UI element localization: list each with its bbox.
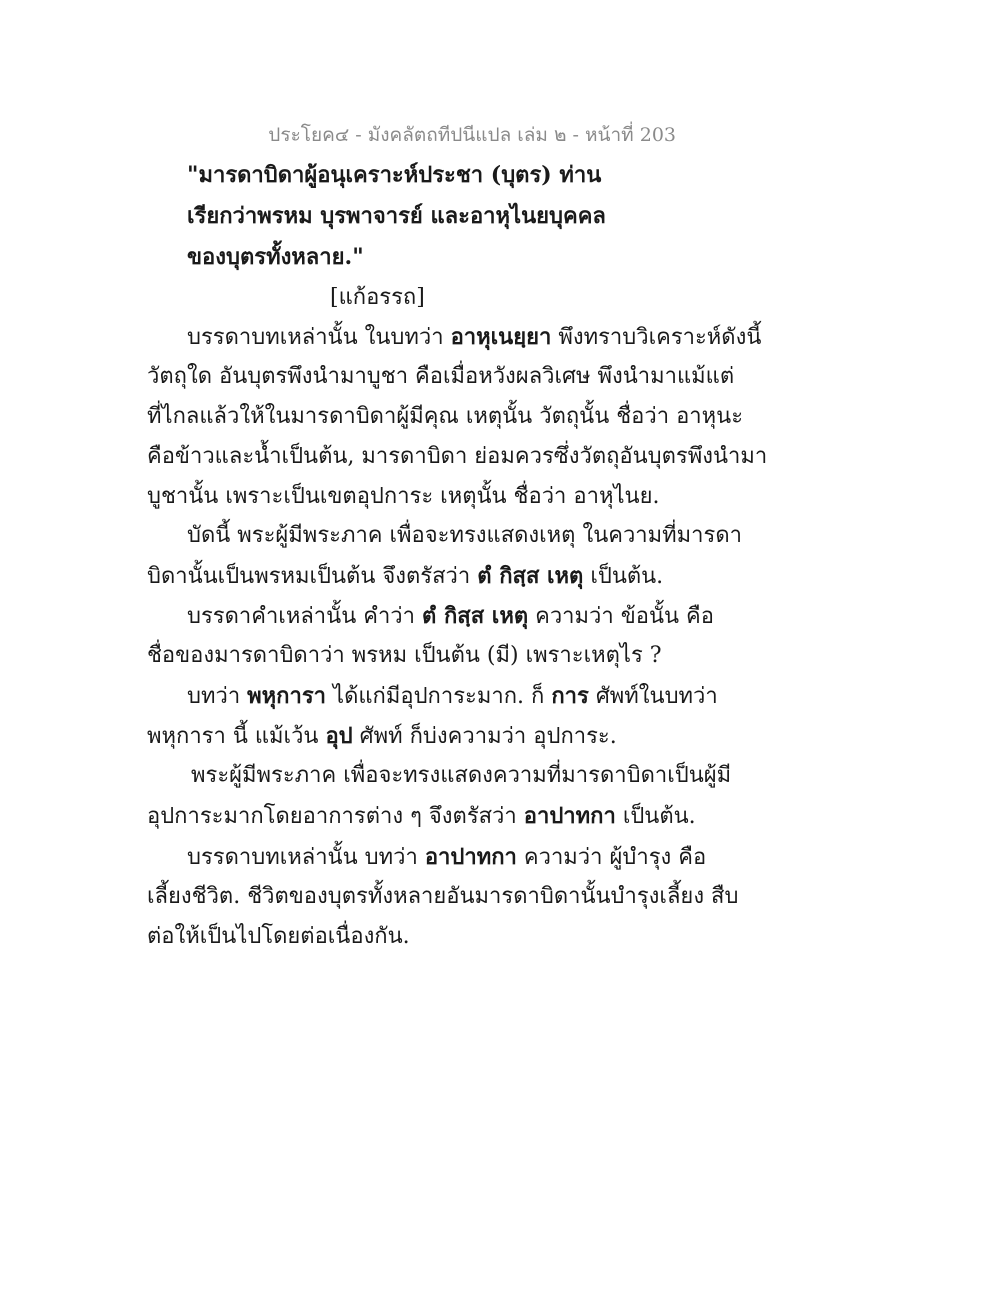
para3-line-1 <box>187 601 714 632</box>
para6-line-3: ต่อให้เป็นไปโดยต่อเนื่องกัน. <box>147 924 410 949</box>
para3-text: ความว่า ข้อนั้น คือ <box>528 604 714 629</box>
para5-line-1: พระผู้มีพระภาค เพื่อจะทรงแสดงความที่มารดาบิดาเป็นผู้มี <box>191 763 732 788</box>
para3-text: บรรดาคำเหล่านั้น คำว่า <box>187 604 423 629</box>
para1-term-ahuneyya: อาหุเนยฺยา <box>450 324 552 350</box>
para3-term-tam-kissa-hetu: ตํ กิสฺส เหตุ <box>422 603 529 629</box>
para4-term-upa: อุป <box>325 723 353 749</box>
para4-text: ศัพท์ในบทว่า <box>588 684 718 709</box>
para4-line-2 <box>147 721 617 752</box>
para3-line-2: ชื่อของมารดาบิดาว่า พรหม เป็นต้น (มี) เพราะเหตุไร ? <box>147 643 662 668</box>
verse-line-1: "มารดาบิดาผู้อนุเคราะห์ประชา (บุตร) ท่าน <box>187 162 602 188</box>
para1-line-5: บูชานั้น เพราะเป็นเขตอุปการะ เหตุนั้น ชื่อว่า อาหุไนย. <box>147 484 660 509</box>
verse-line-2: เรียกว่าพรหม บุรพาจารย์ และอาหุไนยบุคคล <box>187 203 606 229</box>
para5-term-apadaka: อาปาทกา <box>523 803 616 829</box>
para5-text: อุปการะมากโดยอาการต่าง ๆ จึงตรัสว่า <box>147 804 524 829</box>
para4-term-bahukara: พหุการา <box>247 683 327 709</box>
para6-text: ความว่า ผู้บำรุง คือ <box>516 845 707 870</box>
para1-line-4: คือข้าวและน้ำเป็นต้น, มารดาบิดา ย่อมควรซึ่งวัตถุอันบุตรพึงนำมา <box>147 444 768 469</box>
para6-line-2: เลี้ยงชีวิต. ชีวิตของบุตรทั้งหลายอันมารดาบิดานั้นบำรุงเลี้ยง สืบ <box>147 884 739 909</box>
para2-text: เป็นต้น. <box>583 564 664 589</box>
section-reference: [แก้อรรถ] <box>330 285 425 310</box>
para4-text: บทว่า <box>187 684 248 709</box>
para5-text: เป็นต้น. <box>615 804 696 829</box>
para1-line-3: ที่ไกลแล้วให้ในมารดาบิดาผู้มีคุณ เหตุนั้น วัตถุนั้น ชื่อว่า อาหุนะ <box>147 404 744 429</box>
para5-line-2 <box>147 801 696 832</box>
para2-line-1: บัดนี้ พระผู้มีพระภาค เพื่อจะทรงแสดงเหตุ ในความที่มารดา <box>187 523 742 548</box>
para2-line-2 <box>147 561 663 592</box>
page-header: ประโยค๔ - มังคลัตถทีปนีแปล เล่ม ๒ - หน้าที่ 203 <box>268 124 676 146</box>
para4-text: พหุการา นี้ แม้เว้น <box>147 724 326 749</box>
para1-line-1 <box>187 322 761 353</box>
para4-text: ศัพท์ ก็บ่งความว่า อุปการะ. <box>352 724 617 749</box>
para4-line-1 <box>187 681 718 712</box>
para1-line-2: วัตถุใด อันบุตรพึงนำมาบูชา คือเมื่อหวังผลวิเศษ พึงนำมาแม้แต่ <box>147 364 735 389</box>
para1-text: บรรดาบทเหล่านั้น ในบทว่า <box>187 325 451 350</box>
para2-text: บิดานั้นเป็นพรหมเป็นต้น จึงตรัสว่า <box>147 564 478 589</box>
para2-term-tam-kissa-hetu: ตํ กิสฺส เหตุ <box>477 563 584 589</box>
para6-line-1 <box>187 842 706 873</box>
para4-text: ได้แก่มีอุปการะมาก. ก็ <box>326 684 552 709</box>
para1-text: พึงทราบวิเคราะห์ดังนี้ <box>551 325 762 350</box>
para6-text: บรรดาบทเหล่านั้น บทว่า <box>187 845 425 870</box>
para4-term-kara: การ <box>551 683 589 709</box>
para6-term-apadaka: อาปาทกา <box>424 844 517 870</box>
verse-line-3: ของบุตรทั้งหลาย." <box>187 244 364 270</box>
